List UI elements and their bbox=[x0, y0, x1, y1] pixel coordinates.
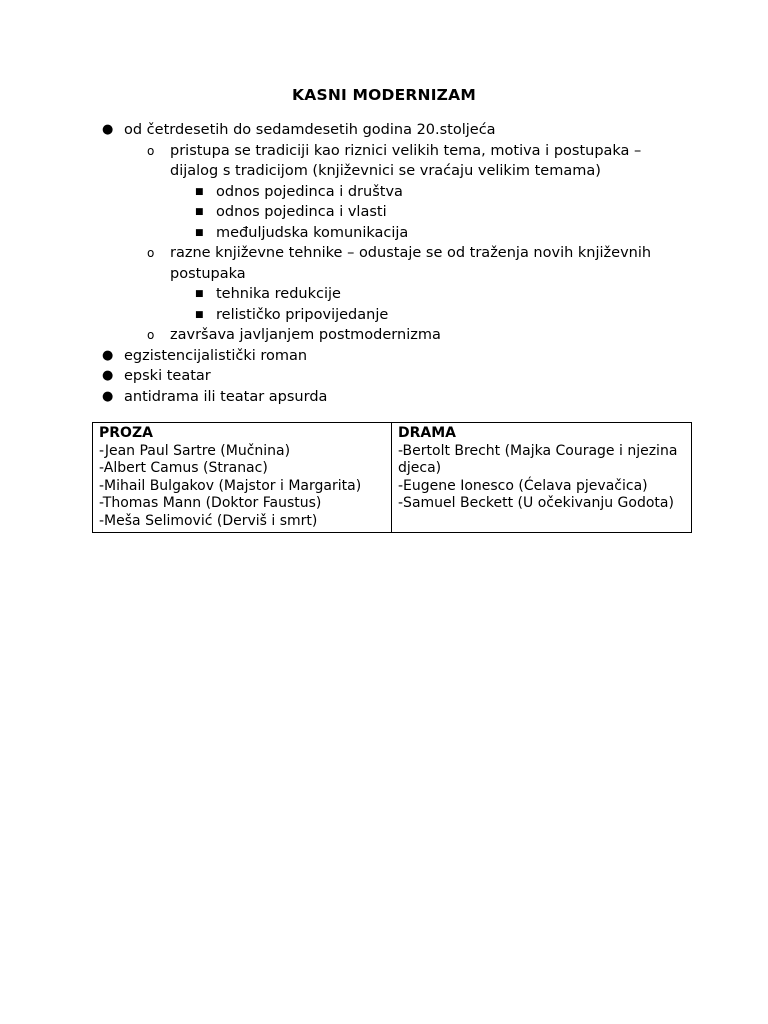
sub-list-item bbox=[0, 325, 768, 346]
sub-list-item bbox=[0, 243, 768, 284]
table-row bbox=[93, 423, 692, 533]
list-item bbox=[0, 366, 768, 387]
list-item bbox=[0, 346, 768, 367]
list-item-text: antidrama ili teatar apsurda bbox=[124, 388, 328, 405]
list-item bbox=[0, 387, 768, 408]
outline-list bbox=[0, 120, 768, 407]
proza-entry: -Albert Camus (Stranac) bbox=[99, 460, 268, 476]
sub-sub-list-item-text: odnos pojedinca i vlasti bbox=[216, 204, 387, 220]
proza-entry: -Thomas Mann (Doktor Faustus) bbox=[99, 495, 322, 511]
circle-bullet-icon: o bbox=[147, 143, 155, 158]
circle-bullet-icon: o bbox=[147, 328, 155, 342]
list-item-text: od četrdesetih do sedamdesetih godina 20.stoljeća bbox=[124, 122, 496, 138]
list-item-text: egzistencijalistički roman bbox=[124, 347, 308, 364]
sub-sub-list-item bbox=[0, 202, 768, 223]
proza-entry: -Jean Paul Sartre (Mučnina) bbox=[99, 442, 291, 459]
sub-list-item bbox=[0, 141, 768, 182]
list-item bbox=[0, 120, 768, 141]
drama-cell bbox=[392, 423, 692, 533]
square-bullet-icon: ■ bbox=[195, 309, 204, 320]
sub-sub-list-item-text: relističko pripovijedanje bbox=[216, 306, 389, 323]
page-title: KASNI MODERNIZAM bbox=[292, 86, 476, 104]
sub-sub-list-item bbox=[0, 305, 768, 326]
sub-sub-list-item-text: tehnika redukcije bbox=[216, 286, 341, 302]
sub-sub-list-item bbox=[0, 284, 768, 305]
square-bullet-icon: ■ bbox=[195, 289, 204, 299]
sub-list-item-text: pristupa se tradiciji kao riznici velikih tema, motiva i postupaka – dijalog s tradicijom (književnici se vraćaju velikim temama) bbox=[170, 142, 642, 179]
sub-sub-list-item-text: međuljudska komunikacija bbox=[216, 224, 409, 241]
bullet-icon: ● bbox=[102, 347, 114, 363]
sub-sub-list-item bbox=[0, 182, 768, 203]
list-item-text: epski teatar bbox=[124, 368, 211, 384]
sub-sub-list-item-text: odnos pojedinca i društva bbox=[216, 183, 403, 200]
drama-entry: -Bertolt Brecht (Majka Courage i njezina djeca) bbox=[398, 442, 678, 476]
proza-entry: -Mihail Bulgakov (Majstor i Margarita) bbox=[99, 477, 362, 494]
drama-entry: -Samuel Beckett (U očekivanju Godota) bbox=[398, 495, 674, 511]
sub-list-item-text: završava javljanjem postmodernizma bbox=[170, 327, 441, 343]
proza-entry: -Meša Selimović (Derviš i smrt) bbox=[99, 512, 318, 529]
square-bullet-icon: ■ bbox=[195, 227, 204, 238]
bullet-icon: ● bbox=[102, 122, 114, 137]
drama-header: DRAMA bbox=[398, 425, 457, 441]
sub-sub-list-item bbox=[0, 223, 768, 244]
square-bullet-icon: ■ bbox=[195, 207, 204, 217]
bullet-icon: ● bbox=[102, 368, 114, 383]
bullet-icon: ● bbox=[102, 388, 114, 404]
authors-table bbox=[92, 422, 692, 533]
proza-header: PROZA bbox=[99, 425, 153, 441]
proza-cell bbox=[93, 423, 392, 533]
drama-entry: -Eugene Ionesco (Ćelava pjevačica) bbox=[398, 477, 648, 494]
square-bullet-icon: ■ bbox=[195, 186, 204, 197]
circle-bullet-icon: o bbox=[147, 246, 155, 260]
sub-list-item-text: razne književne tehnike – odustaje se od traženja novih književnih postupaka bbox=[170, 245, 652, 282]
